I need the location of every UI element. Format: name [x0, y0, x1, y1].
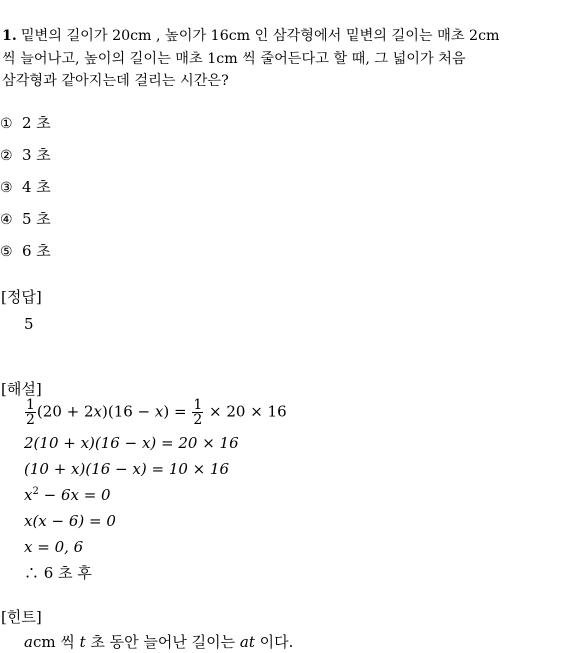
question-line-1 [2, 25, 568, 48]
choice-text: 4 초 [22, 178, 51, 196]
solution-line-5: x(x − 6) = 0 [24, 512, 116, 530]
fraction-one-half: $\frac{1}{2}$ [26, 397, 35, 428]
question-line-3: 삼각형과 같아지는데 걸리는 시간은? [2, 73, 229, 89]
choice-marker: ④ [0, 212, 13, 228]
solution-line-4: $x^2 - 6x = 0$ [24, 486, 111, 504]
question-number: 1. [2, 28, 17, 44]
solution-line-2: 2(10 + x)(16 − x) = 20 × 16 [24, 434, 239, 452]
question-line-2: 씩 늘어나고, 높이의 길이는 매초 1cm 씩 줄어든다고 할 때, 그 넓이가 처음 [2, 50, 466, 67]
choice-marker: ① [0, 116, 13, 132]
solution-heading: [해설] [1, 380, 42, 398]
question [2, 25, 568, 93]
choice-text: 5 초 [22, 210, 51, 228]
solution-line-6: x = 0, 6 [24, 538, 84, 556]
solution-line-7: ∴ 6 초 후 [24, 564, 92, 582]
choice-4[interactable] [0, 209, 51, 230]
choice-2[interactable] [0, 145, 51, 166]
question-text-1: 밑변의 길이가 20cm , 높이가 16cm 인 삼각형에서 밑변의 길이는 매초 2cm [20, 28, 500, 44]
choice-marker: ③ [0, 180, 13, 196]
answer-value: 5 [24, 315, 34, 333]
hint-heading: [힌트] [1, 608, 42, 626]
choice-text: 3 초 [22, 146, 51, 164]
hint-text: acm 씩 t 초 동안 늘어난 길이는 at 이다. [24, 633, 294, 651]
solution-line-3: (10 + x)(16 − x) = 10 × 16 [24, 460, 230, 478]
answer-heading: [정답] [1, 288, 42, 306]
choice-5[interactable] [0, 241, 51, 262]
choice-1[interactable] [0, 113, 51, 134]
solution-line-1: $\frac{1}{2}$ (20 + 2x)(16 − x) = $\frac{1}{2}$ × 20 × 16 [26, 397, 287, 428]
choice-text: 2 초 [22, 114, 51, 132]
fraction-one-half: $\frac{1}{2}$ [193, 397, 203, 428]
choice-marker: ⑤ [0, 244, 13, 260]
choice-3[interactable] [0, 177, 51, 198]
choice-marker: ② [0, 148, 13, 164]
choice-text: 6 초 [22, 242, 51, 260]
